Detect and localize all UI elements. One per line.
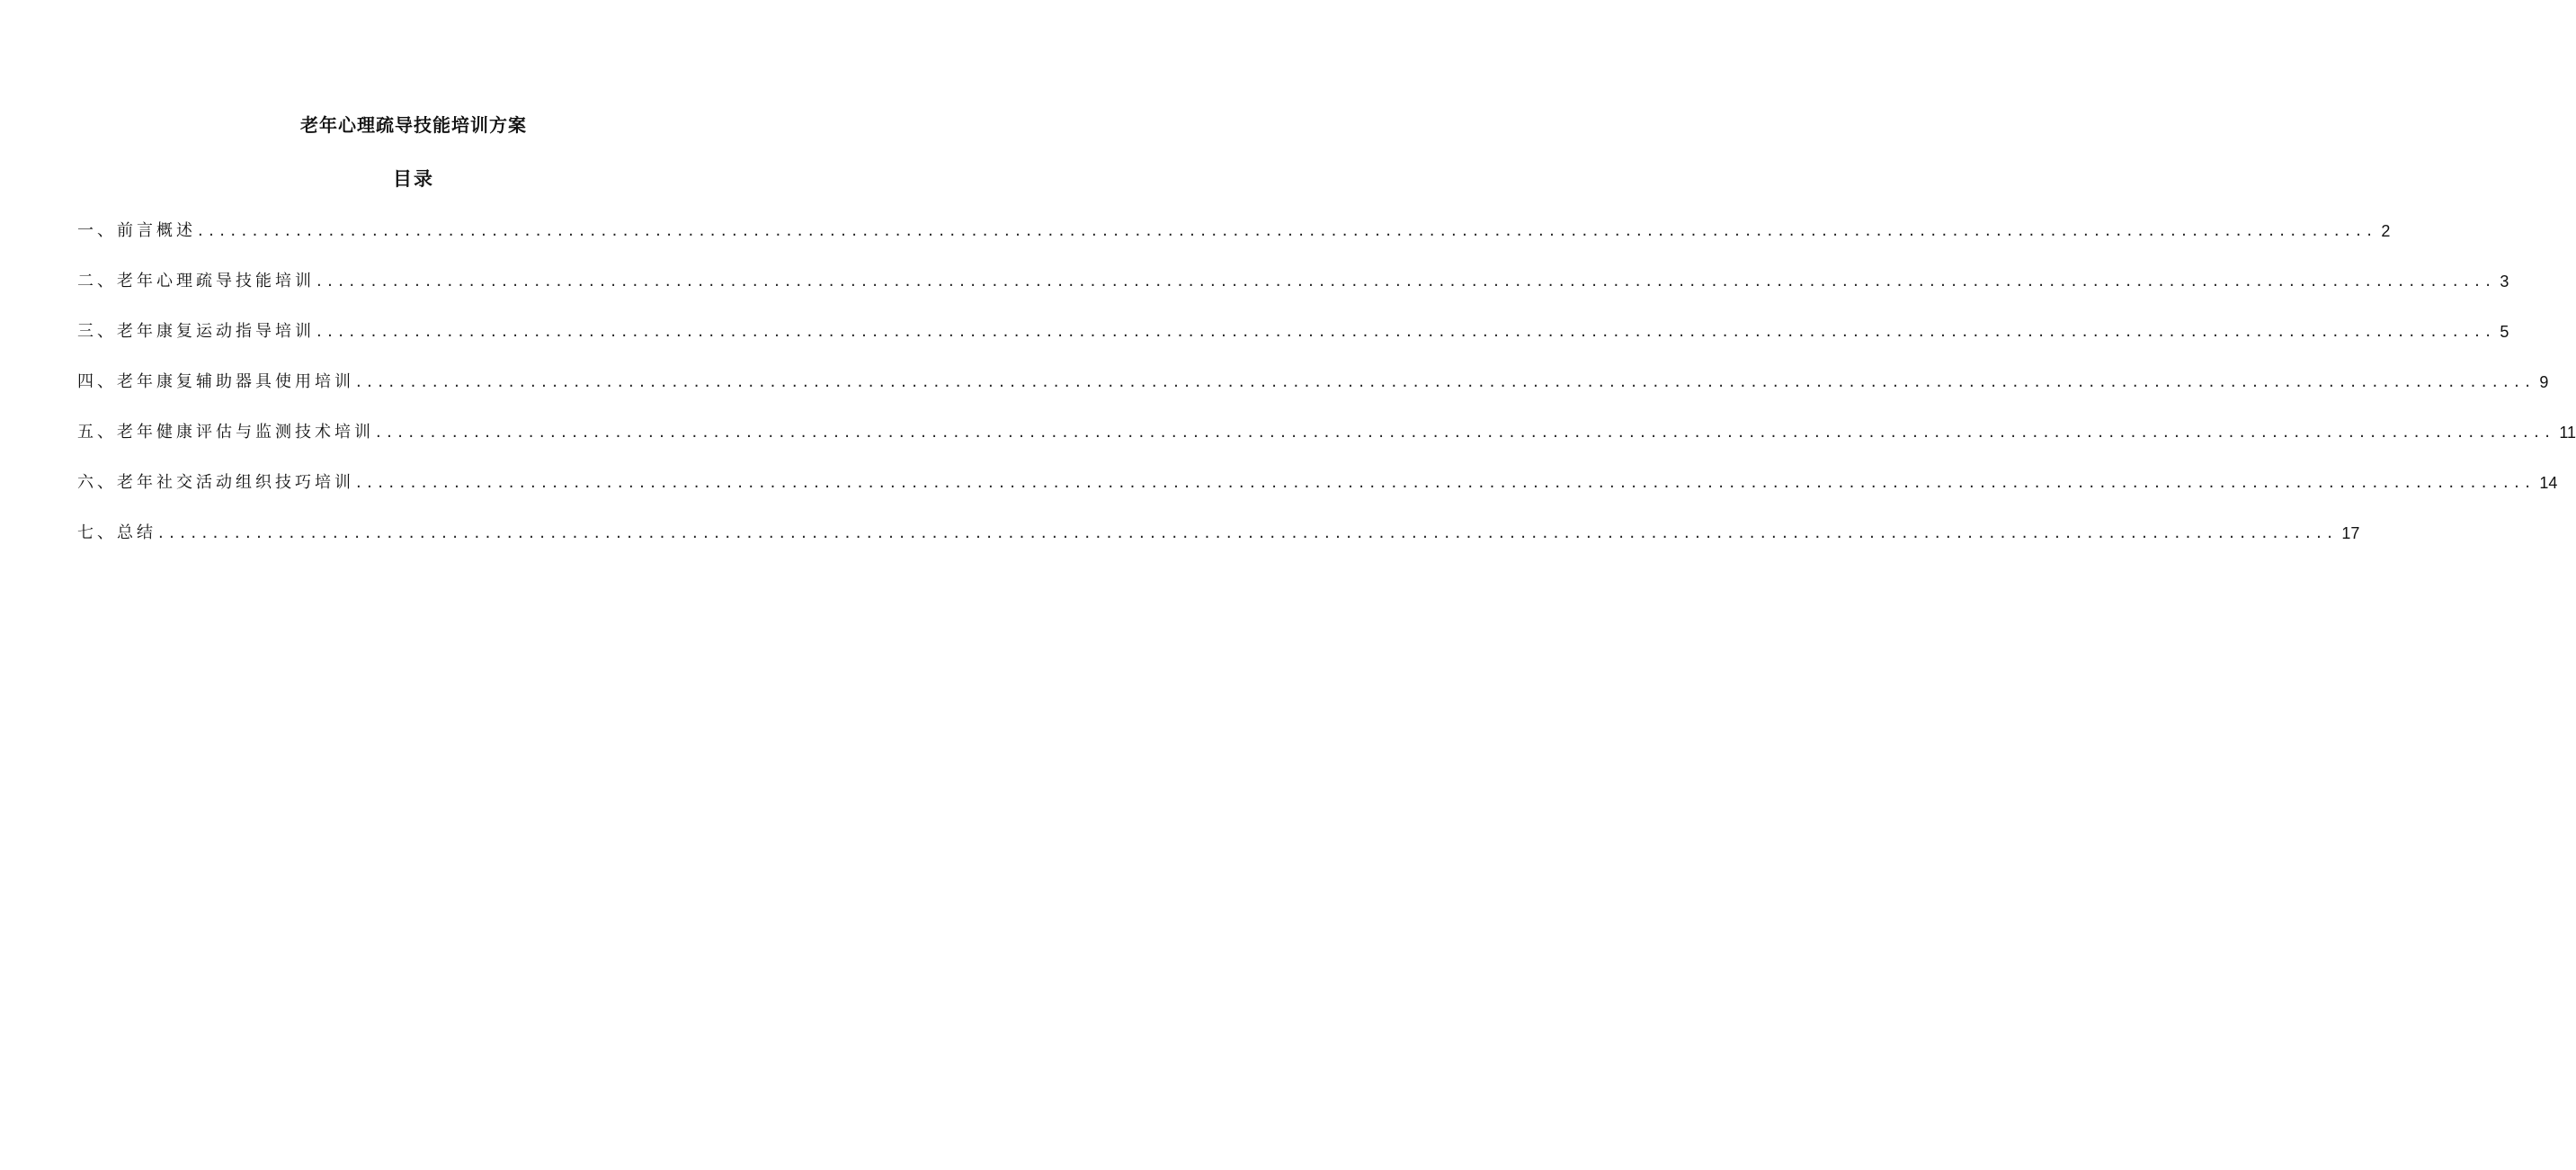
toc-page-number: 3 [2500,272,2509,290]
toc-dot-leader: ........................................................................................................................................................................................................ [316,322,2497,341]
toc-dot-leader: ........................................................................................................................................................................................................ [198,221,2378,240]
toc-dot-leader: ........................................................................................................................................................................................................ [316,272,2497,290]
toc-entry-social-activities[interactable] [77,470,2558,496]
toc-entry-preface[interactable] [77,219,2391,244]
toc-entry-summary[interactable] [77,521,2360,546]
toc-dot-leader: ........................................................................................................................................................................................................ [356,372,2536,391]
toc-entry-psychological-counseling[interactable] [77,269,2509,294]
toc-entry-label: 一、前言概述 [77,221,196,240]
table-of-contents [77,219,2576,571]
toc-page-number: 11 [2559,424,2576,442]
toc-page-number: 5 [2500,323,2509,341]
toc-entry-label: 七、总结 [77,523,156,542]
toc-entry-label: 六、老年社交活动组织技巧培训 [77,473,354,492]
toc-page-number: 2 [2381,222,2391,240]
toc-entry-rehab-exercise[interactable] [77,319,2509,344]
toc-entry-label: 二、老年心理疏导技能培训 [77,272,315,290]
toc-page-number: 14 [2539,474,2558,492]
toc-entry-label: 三、老年康复运动指导培训 [77,322,315,341]
toc-dot-leader: ........................................................................................................................................................................................................ [376,423,2556,442]
toc-page-number: 17 [2341,524,2360,542]
toc-entry-assistive-devices[interactable] [77,370,2549,395]
toc-page-number: 9 [2539,373,2549,391]
document-title: 老年心理疏导技能培训方案 [300,114,527,136]
toc-entry-label: 五、老年健康评估与监测技术培训 [77,423,374,442]
toc-heading: 目录 [393,168,434,190]
toc-entry-label: 四、老年康复辅助器具使用培训 [77,372,354,391]
toc-dot-leader: ........................................................................................................................................................................................................ [158,523,2339,542]
toc-dot-leader: ........................................................................................................................................................................................................ [356,473,2536,492]
toc-entry-health-assessment[interactable] [77,420,2576,445]
